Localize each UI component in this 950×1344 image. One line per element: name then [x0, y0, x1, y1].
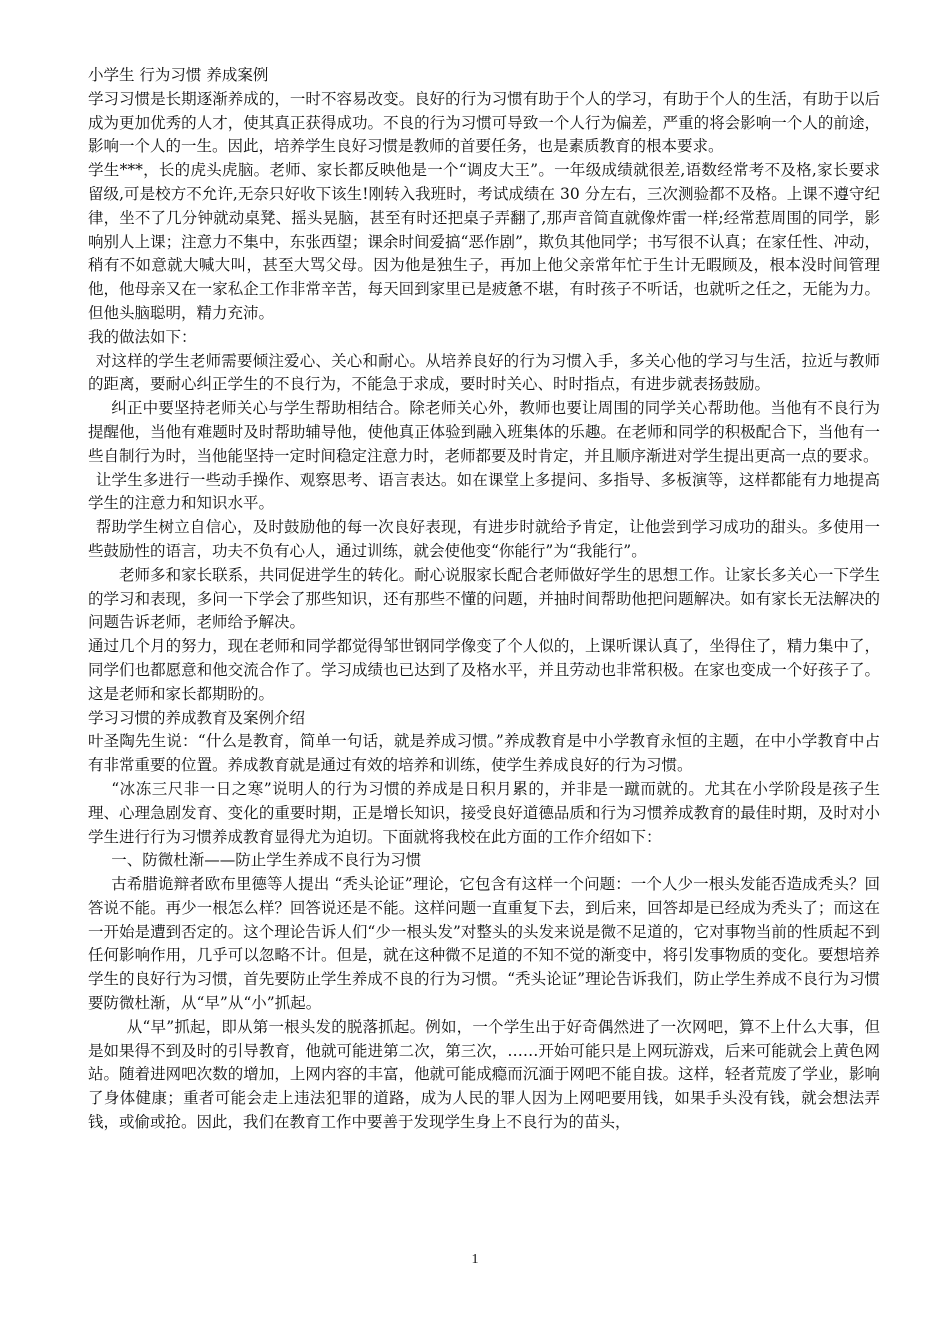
paragraph-bald-argument: 古希腊诡辩者欧布里德等人提出 “秃头论证”理论，它包含有这样一个问题：一个人少一根头发能否造成秃头？回答说不能。再少一根怎么样？回答说还是不能。这样问题一直重复下去，到后来，回答却是已经成为秃头了；而这在一开始是遭到否定的。这个理论告诉人们“少一根头发”对整头的头发来说是微不足道的，它对事物当前的性质起不到任何影响作用，几乎可以忽略不计。但是，就在这种微不足道的不知不觉的渐变中，将引发事物质的变化。要想培养学生的良好行为习惯，首先要防止学生养成不良的行为习惯。“秃头论证”理论告诉我们，防止学生养成不良行为习惯要防微杜渐，从“早”从“小”抓起。 — [88, 875, 880, 1013]
paragraph-early-start: 从“早”抓起，即从第一根头发的脱落抓起。例如，一个学生出于好奇偶然进了一次网吧，算不上什么大事，但是如果得不到及时的引导教育，他就可能进第二次，第三次，……开始可能只是上网玩游戏，后来可能就会上黄色网站。随着进网吧次数的增加，上网内容的丰富，他就可能成瘾而沉湎于网吧不能自拔。这样，轻者荒废了学业，影响了身体健康；重者可能会走上违法犯罪的道路，成为人民的罪人因为上网吧要用钱，如果手头没有钱，就会想法弄钱，或偷或抢。因此，我们在教育工作中要善于发现学生身上不良行为的苗头， — [88, 1017, 880, 1132]
page-number: 1 — [471, 1252, 479, 1267]
document-page — [88, 64, 880, 1135]
section-heading: 学习习惯的养成教育及案例介绍 — [88, 708, 306, 727]
paragraph-method-5: 老师多和家长联系，共同促进学生的转化。耐心说服家长配合老师做好学生的思想工作。让家长多关心一下学生的学习和表现，多问一下学会了那些知识，还有那些不懂的问题，并抽时间帮助他把问题解决。如有家长无法解决的问题告诉老师，老师给予解决。 — [88, 565, 880, 632]
paragraph-method-4: 帮助学生树立自信心，及时鼓励他的每一次良好表现，有进步时就给予肯定，让他尝到学习成功的甜头。多使用一些鼓励性的语言，功夫不负有心人，通过训练，就会使他变“你能行”为“我能行”。 — [88, 518, 880, 560]
paragraph-method-1: 对这样的学生老师需要倾注爱心、关心和耐心。从培养良好的行为习惯入手，多关心他的学习与生活，拉近与教师的距离，要耐心纠正学生的不良行为，不能急于求成，要时时关心、时时指点，有进步就表扬鼓励。 — [88, 351, 880, 394]
paragraph-student-description: 学生***，长的虎头虎脑。老师、家长都反映他是一个“调皮大王”。一年级成绩就很差,语数经常考不及格,家长要求留级,可是校方不允许,无奈只好收下该生!刚转入我班时，考试成绩在 30 分左右，三次测验都不及格。上课不遵守纪律，坐不了几分钟就动桌凳、摇头晃脑，甚至有时还把桌子弄翻了,那声音简直就像炸雷一样;经常惹周围的同学，影响别人上课；注意力不集中，东张西望；课余时间爱搞“恶作剧”，欺负其他同学；书写很不认真；在家任性、冲动，稍有不如意就大喊大叫，甚至大骂父母。因为他是独生子，再加上他父亲常年忙于生计无暇顾及，根本没时间管理他，他母亲又在一家私企工作非常辛苦，每天回到家里已是疲惫不堪，有时孩子不听话，也就听之任之，无能为力。但他头脑聪明，精力充沛。 — [88, 161, 880, 322]
paragraph-quote: 叶圣陶先生说：“什么是教育，简单一句话，就是养成习惯。”养成教育是中小学教育永恒的主题，在中小学教育中占有非常重要的位置。养成教育就是通过有效的培养和训练，使学生养成良好的行为习惯。 — [88, 732, 880, 775]
paragraph-method-heading: 我的做法如下： — [88, 327, 197, 346]
paragraph-result: 通过几个月的努力，现在老师和同学都觉得邹世钢同学像变了个人似的，上课听课认真了，坐得住了，精力集中了，同学们也都愿意和他交流合作了。学习成绩也已达到了及格水平，并且劳动也非常积极。在家也变成一个好孩子了。这是老师和家长都期盼的。 — [88, 637, 880, 703]
paragraph-method-3: 让学生多进行一些动手操作、观察思考、语言表达。如在课堂上多提问、多指导、多板演等，这样都能有力地提高学生的注意力和知识水平。 — [88, 470, 880, 513]
subsection-heading: 一、防微杜渐——防止学生养成不良行为习惯 — [111, 851, 422, 870]
document-title: 小学生 行为习惯 养成案例 — [88, 66, 269, 84]
paragraph-proverb: “冰冻三尺非一日之寒”说明人的行为习惯的养成是日积月累的，并非是一蹴而就的。尤其在小学阶段是孩子生理、心理急剧发育、变化的重要时期，正是增长知识，接受良好道德品质和行为习惯养成教育的最佳时期，及时对小学生进行行为习惯养成教育显得尤为迫切。下面就将我校在此方面的工作介绍如下： — [88, 779, 880, 846]
paragraph-intro: 学习习惯是长期逐渐养成的，一时不容易改变。良好的行为习惯有助于个人的学习，有助于个人的生活，有助于以后成为更加优秀的人才，使其真正获得成功。不良的行为习惯可导致一个人行为偏差，严重的将会影响一个人的前途，影响一个人的一生。因此，培养学生良好习惯是教师的首要任务，也是素质教育的根本要求。 — [88, 89, 880, 156]
paragraph-method-2: 纠正中要坚持老师关心与学生帮助相结合。除老师关心外，教师也要让周围的同学关心帮助他。当他有不良行为提醒他，当他有难题时及时帮助辅导他，使他真正体验到融入班集体的乐趣。在老师和同学的积极配合下，当他有一些自制行为时，当他能坚持一定时间稳定注意力时，老师都要及时肯定，并且顺序渐进对学生提出更高一点的要求。 — [88, 399, 880, 465]
